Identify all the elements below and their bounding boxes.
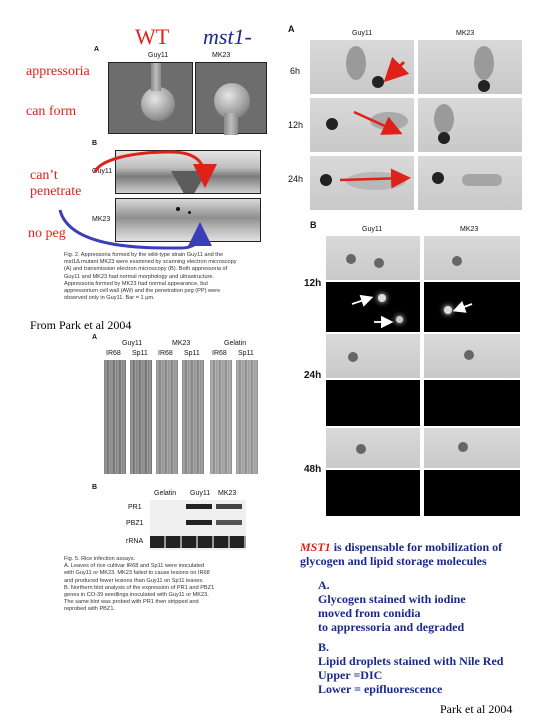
leaf-image-gelatin-ir68 xyxy=(210,360,232,474)
nile-dic-mk23-24h xyxy=(424,334,520,378)
right-a-row-6h: 6h xyxy=(290,66,301,76)
fig5-sub-sp11-3: Sp11 xyxy=(238,350,254,357)
glycogen-note: A. Glycogen stained with iodine moved from conidia to appressoria and degraded xyxy=(318,578,466,634)
cant-penetrate-label: can’t penetrate xyxy=(30,168,82,199)
fig2-guy11-header: Guy11 xyxy=(148,52,169,59)
fig2-panel-b-label: B xyxy=(92,140,98,147)
fig5-sub-sp11-2: Sp11 xyxy=(184,350,200,357)
nile-fluor-guy11-24h xyxy=(326,380,420,426)
northern-blot-image xyxy=(150,500,246,550)
leaf-image-gelatin-sp11 xyxy=(236,360,258,474)
appressoria-label: appressoria xyxy=(26,64,90,79)
from-park-label: From Park et al 2004 xyxy=(30,318,132,332)
right-b-mk23-header: MK23 xyxy=(460,226,479,233)
nile-dic-guy11-48h xyxy=(326,428,420,468)
fig5-sub-ir68-3: IR68 xyxy=(212,350,227,357)
connector-arrows xyxy=(0,0,300,260)
no-peg-label: no peg xyxy=(28,226,66,241)
leaf-image-mk23-ir68 xyxy=(156,360,178,474)
nile-fluor-guy11-48h xyxy=(326,470,420,516)
right-b-guy11-header: Guy11 xyxy=(362,226,383,233)
nile-white-arrows xyxy=(326,282,522,332)
mst1-label: mst1- xyxy=(203,24,252,49)
leaf-image-mk23-sp11 xyxy=(182,360,204,474)
tem-guy11-side-label: Guy11 xyxy=(92,168,113,175)
nile-dic-mk23-12h xyxy=(424,236,520,280)
nile-fluor-mk23-48h xyxy=(424,470,520,516)
tem-mk23-side-label: MK23 xyxy=(92,216,111,223)
red-arrow-path xyxy=(95,152,205,182)
fig2-caption: Fig. 2. Appressoria formed by the wild-type strain Guy11 and the mst1Δ mutant MK23 were examined by scanning electron microscopy (A) and transmission electron microscopy (B). Both appressoria of Guy11 and MK23 had normal morphology and ultrastructure. Appressoria formed by MK23 had normal appearance, but appressorium cell wall (AW) and the penetration peg (PP) were observed only in Guy11. Bar = 1 μm. xyxy=(64,252,237,302)
fig5-sub-ir68-2: IR68 xyxy=(158,350,173,357)
fig5-header-guy11: Guy11 xyxy=(122,340,143,347)
leaf-image-guy11-ir68 xyxy=(104,360,126,474)
right-a-row-12h: 12h xyxy=(288,120,304,130)
right-b-label: B xyxy=(310,220,317,230)
blot-row-rrna: rRNA xyxy=(126,538,144,545)
right-a-label: A xyxy=(288,24,295,34)
nile-dic-guy11-24h xyxy=(326,334,420,378)
right-a-mk23-header: MK23 xyxy=(456,30,475,37)
fig5-sub-ir68-1: IR68 xyxy=(106,350,121,357)
lipid-note: B. Lipid droplets stained with Nile Red Upper =DIC Lower = epifluorescence xyxy=(318,640,504,696)
dic-mk23-12h xyxy=(418,98,522,152)
right-a-guy11-header: Guy11 xyxy=(352,30,373,37)
park-citation-bottom: Park et al 2004 xyxy=(440,702,513,716)
fig5-header-gelatin: Gelatin xyxy=(224,340,247,347)
dic-mk23-24h xyxy=(418,156,522,210)
can-form-label: can form xyxy=(26,104,77,119)
mst1-dispensable-note xyxy=(300,540,520,568)
fig5-header-mk23: MK23 xyxy=(172,340,191,347)
dic-mk23-6h xyxy=(418,40,522,94)
blot-row-pbz1: PBZ1 xyxy=(126,520,144,527)
nile-dic-mk23-48h xyxy=(424,428,520,468)
right-a-red-arrows xyxy=(300,40,420,210)
blot-header-gelatin: Gelatin xyxy=(154,490,177,497)
nile-fluor-mk23-24h xyxy=(424,380,520,426)
blot-row-pr1: PR1 xyxy=(128,504,142,511)
fig5-panel-a-label: A xyxy=(92,334,98,341)
right-a-row-24h: 24h xyxy=(288,174,304,184)
mst1-note-text: is dispensable for mobilization of glycogen and lipid storage molecules xyxy=(300,540,503,568)
blot-header-guy11: Guy11 xyxy=(190,490,211,497)
blot-header-mk23: MK23 xyxy=(218,490,237,497)
fig5-panel-b-label: B xyxy=(92,484,98,491)
fig2-mk23-header: MK23 xyxy=(212,52,231,59)
fig2-panel-a-label: A xyxy=(94,46,100,53)
wt-label: WT xyxy=(135,24,170,49)
right-b-row-12h: 12h xyxy=(304,278,322,289)
right-b-row-48h: 48h xyxy=(304,464,322,475)
fig5-sub-sp11-1: Sp11 xyxy=(132,350,148,357)
right-b-row-24h: 24h xyxy=(304,370,322,381)
nile-dic-guy11-12h xyxy=(326,236,420,280)
blue-arrow-path xyxy=(60,210,200,248)
fig5-caption: Fig. 5. Rice infection assays. A. Leaves of rice cultivar IR68 and Sp11 were inoculated with Guy11 or MK23. MK23 failed to cause lesions on IR68 and produced fewer lesions than Guy11 on Sp11 leaves. B. Northern blot analysis of the expression of PR1 and PBZ1 genes in CO-39 seedlings inoculated with Guy11 or MK23. The same blot was probed with PR1 then stripped and reprobed with PBZ1. xyxy=(64,556,215,613)
mst1-note-gene: MST1 xyxy=(300,540,331,554)
leaf-image-guy11-sp11 xyxy=(130,360,152,474)
